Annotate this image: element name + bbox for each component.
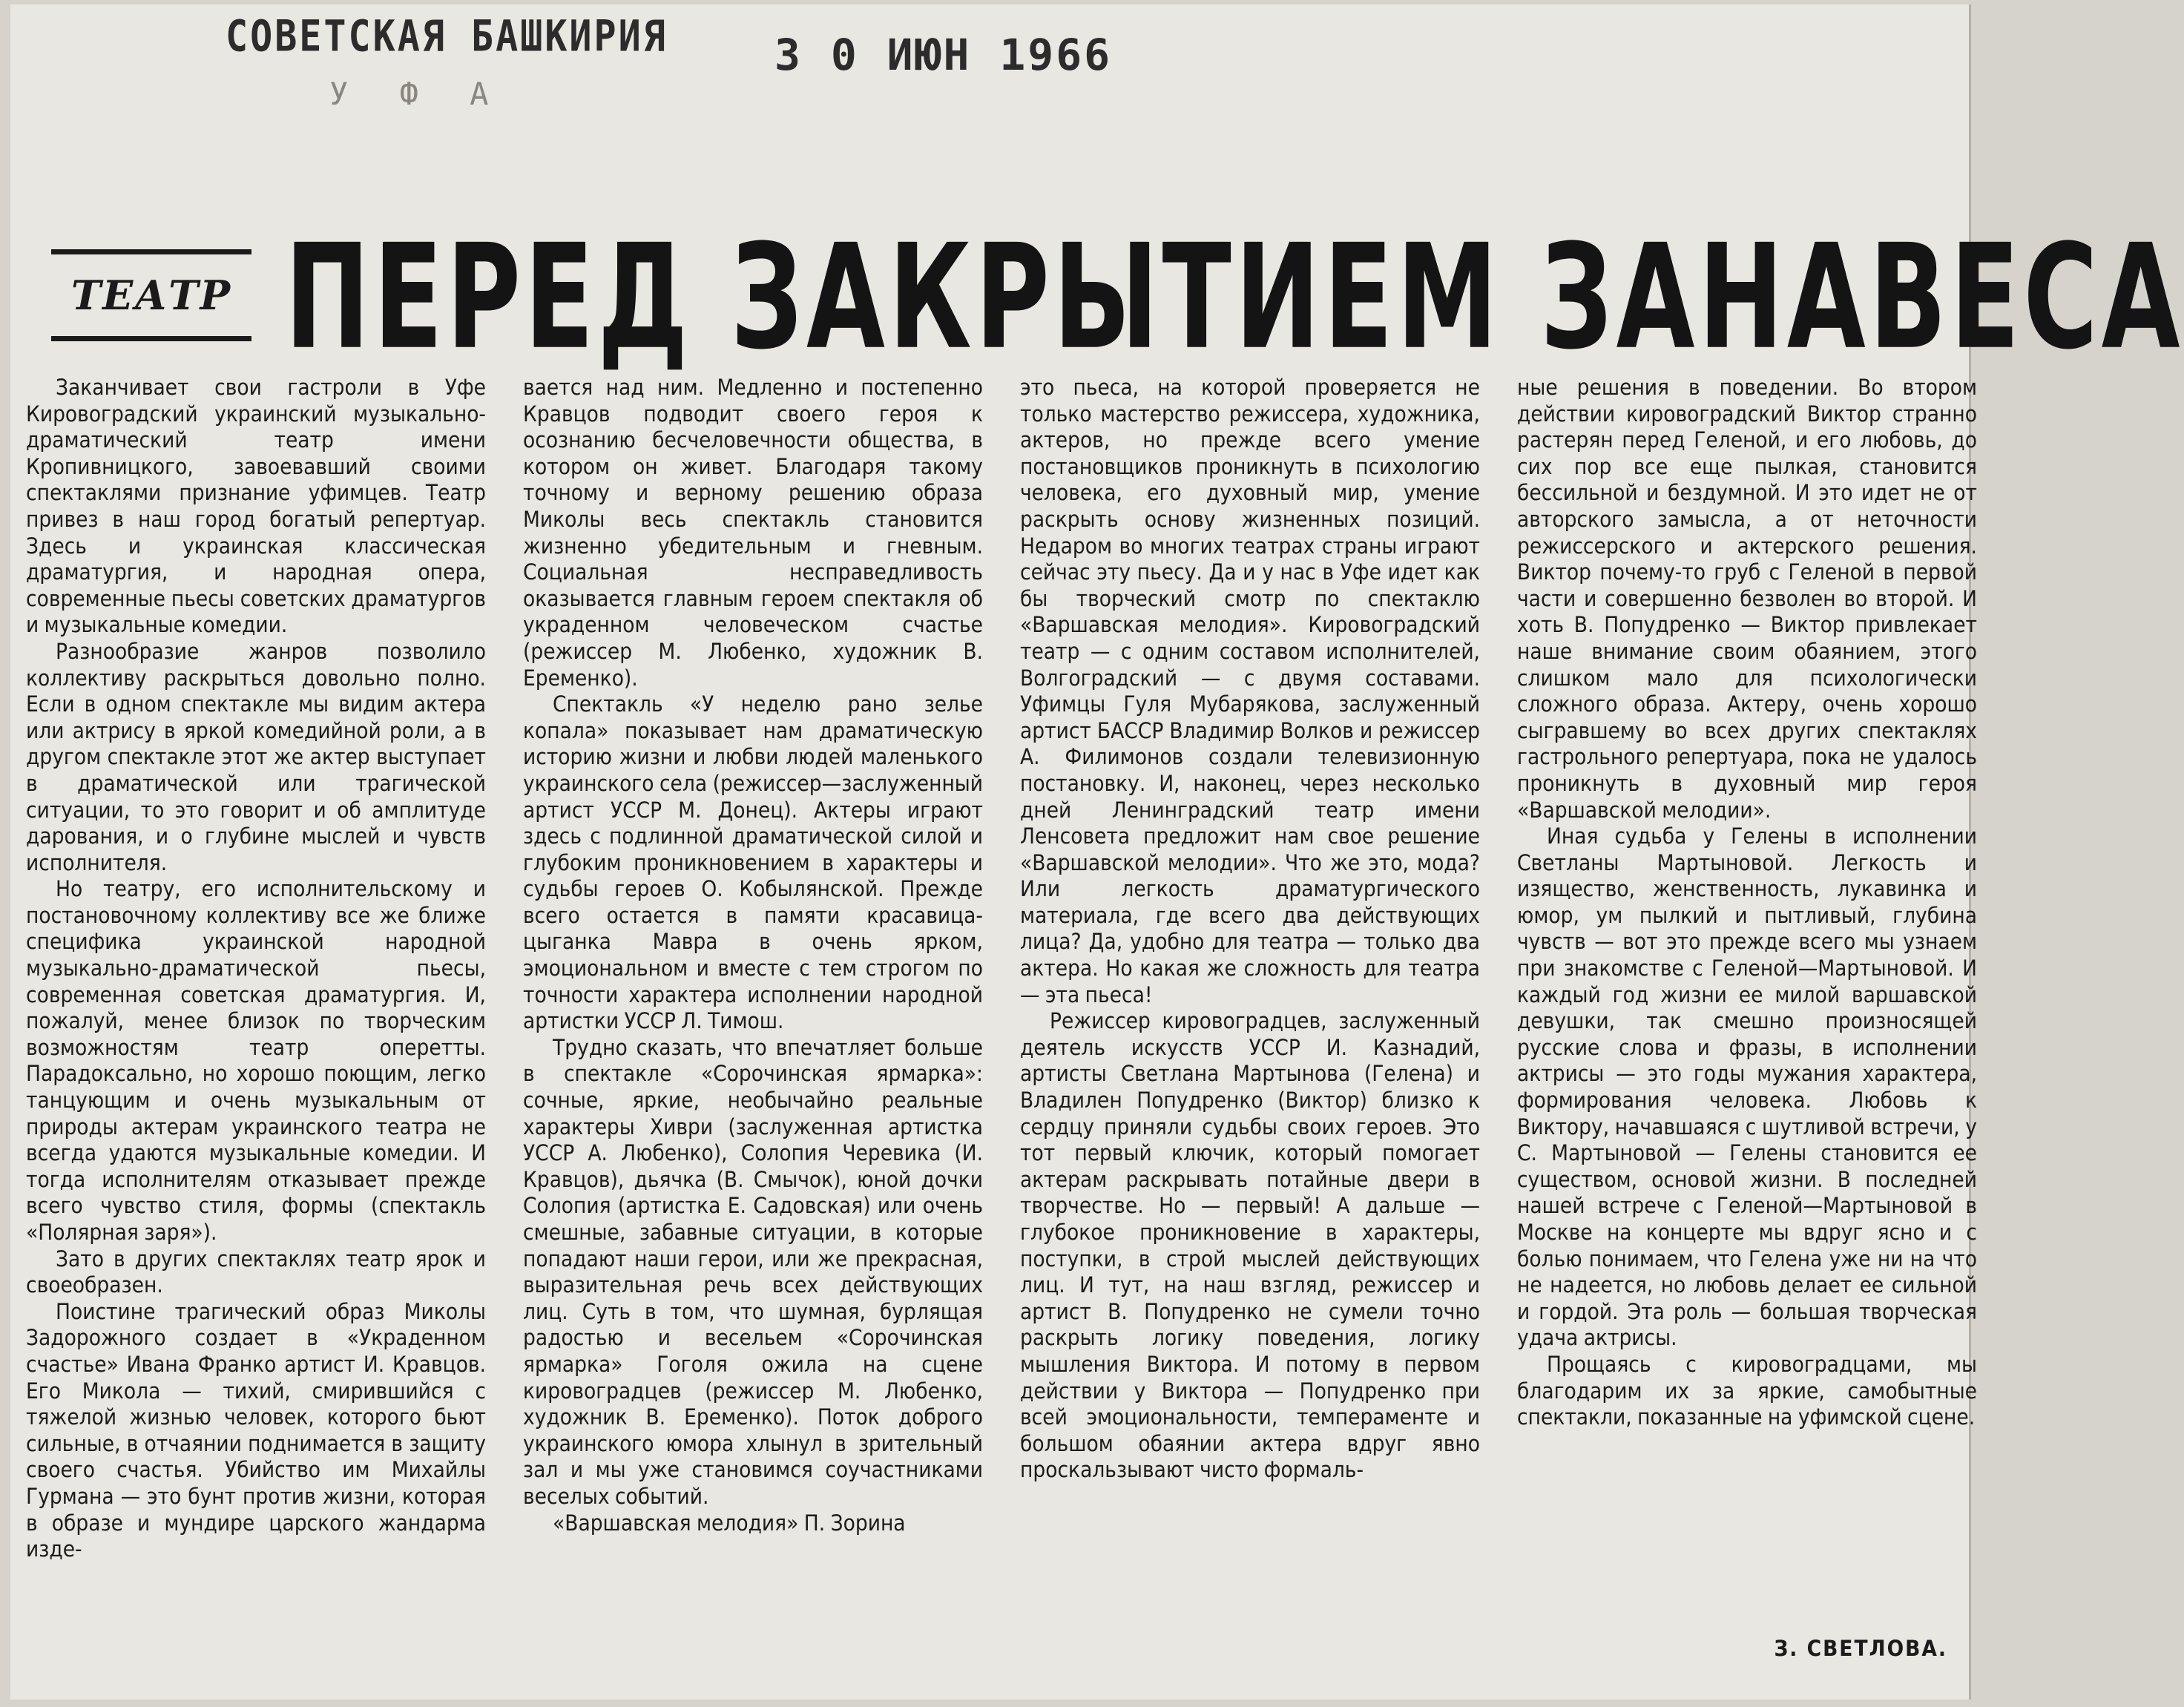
paragraph: «Варшавская мелодия» П. Зорина — [553, 1510, 906, 1536]
paragraph: Заканчивает свои гастроли в Уфе Кировоградский украинский музыкально-драматический театр имени Кропивницкого, завоевавший своими спектаклями признание уфимцев. Театр привез в наш город богатый репертуар. Здесь и украинская классическая драматургия, и народная опера, современные пьесы советских драматургов и музыкальные комедии. — [26, 375, 486, 638]
paragraph: ные решения в поведении. Во втором действии кировоградский Виктор странно растерян перед Геленой, и его любовь, до сих пор все еще пылкая, становится бессильной и бездумной. И это идет не от авторского замысла, а от неточности режиссерского и актерского решения. Виктор почему-то груб с Геленой в первой части и совершенно безволен во второй. И хоть В. Попудренко — Виктор привлекает наше внимание своим обаянием, этого слишком мало для психологически сложного образа. Актеру, очень хорошо сыгравшему во всех других спектаклях гастрольного репертуара, пока не удалось проникнуть в духовный мир героя «Варшавской мелодии». — [1517, 375, 1977, 823]
article-headline: ПЕРЕД ЗАКРЫТИЕМ ЗАНАВЕСА — [285, 213, 2184, 381]
article-column-3 — [1020, 375, 1480, 1484]
paragraph: Но театру, его исполнительскому и постановочному коллективу все же ближе специфика украинской народной музыкально-драматической пьесы, современная советская драматургия. И, пожалуй, менее близок по творческим возможностям театр оперетты. Парадоксально, но хорошо поющим, легко танцующим и очень музыкальным от природы актерам украинского театра не всегда удаются музыкальные комедии. И тогда исполнителям отказывает прежде всего чувство стиля, формы (спектакль «Полярная заря»). — [26, 876, 486, 1245]
paragraph: это пьеса, на которой проверяется не только мастерство режиссера, художника, актеров, но прежде всего умение постановщиков проникнуть в психологию человека, его духовный мир, умение раскрыть основу жизненных позиций. Недаром во многих театрах страны играют сейчас эту пьесу. Да и у нас в Уфе идет как бы творческий смотр по спектаклю «Варшавская мелодия». Кировоградский театр — с одним составом исполнителей, Волгоградский — с двумя составами. Уфимцы Гуля Мубарякова, заслуженный артист БАССР Владимир Волков и режиссер А. Филимонов создали телевизионную постановку. И, наконец, через несколько дней Ленинградский театр имени Ленсовета предложит нам свое решение «Варшавской мелодии». Что же это, мода? Или легкость драматургического материала, где всего два действующих лица? Да, удобно для театра — только два актера. Но какая же сложность для театра — эта пьеса! — [1020, 375, 1480, 1007]
newspaper-name-stamp: СОВЕТСКАЯ БАШКИРИЯ — [226, 11, 668, 62]
paragraph: Прощаясь с кировоградцами, мы благодарим их за яркие, самобытные спектакли, показанные на уфимской сцене. — [1517, 1351, 1977, 1430]
paragraph: Разнообразие жанров позволило коллективу раскрыться довольно полно. Если в одном спектакле мы видим актера или актрису в яркой комедийной роли, а в другом спектакле этот же актер выступает в драматической или трагической ситуации, то это говорит и об амплитуде дарования, и о глубине мыслей и чувств исполнителя. — [26, 638, 486, 875]
rubric-label: ТЕАТР — [70, 272, 232, 319]
date-stamp: 3 0 ИЮН 1966 — [774, 30, 1113, 80]
paragraph: Зато в других спектаклях театр ярок и своеобразен. — [26, 1246, 486, 1298]
paragraph: вается над ним. Медленно и постепенно Кравцов подводит своего героя к осознанию бесчеловечности общества, в котором он живет. Благодаря такому точному и верному решению образа Миколы весь спектакль становится жизненно убедительным и гневным. Социальная несправедливость оказывается главным героем спектакля об украденном человеческом счастье (режиссер М. Любенко, художник В. Еременко). — [523, 375, 983, 691]
paragraph: Поистине трагический образ Миколы Задорожного создает в «Украденном счастье» Ивана Франко артист И. Кравцов. Его Микола — тихий, смирившийся с тяжелой жизнью человек, которого бьют сильные, в отчаянии поднимается в защиту своего счастья. Убийство им Михайлы Гурмана — это бунт против жизни, которая в образе и мундире царского жандарма изде- — [26, 1298, 486, 1562]
paragraph: Иная судьба у Гелены в исполнении Светланы Мартыновой. Легкость и изящество, женственность, лукавинка и юмор, ум пылкий и пытливый, глубина чувств — вот это прежде всего мы узнаем при знакомстве с Геленой—Мартыновой. И каждый год жизни ее милой варшавской девушки, так смешно произносящей русские слова и фразы, в исполнении актрисы — это годы мужания характера, формирования человека. Любовь к Виктору, начавшаяся с шутливой встречи, у С. Мартыновой — Гелены становится ее существом, основой жизни. В последней нашей встрече с Геленой—Мартыновой в Москве на концерте мы вдруг ясно и с болью понимаем, что Гелена уже ни на что не надеется, но любовь делает ее сильной и гордой. Эта роль — большая творческая удача актрисы. — [1517, 823, 1977, 1351]
paragraph: Спектакль «У неделю рано зелье копала» показывает нам драматическую историю жизни и любви людей маленького украинского села (режиссер—заслуженный артист УССР М. Донец). Актеры играют здесь с подлинной драматической силой и глубоким проникновением в характеры и судьбы героев О. Кобылянской. Прежде всего остается в памяти красавица-цыганка Мавра в очень ярком, эмоциональном и вместе с тем строгом по точности характера исполнении народной артистки УССР Л. Тимош. — [523, 691, 983, 1034]
article-body — [26, 375, 1977, 1703]
article-column-4 — [1517, 375, 1977, 1431]
paragraph: Трудно сказать, что впечатляет больше в спектакле «Сорочинская ярмарка»: сочные, яркие, необычайно реальные характеры Хиври (заслуженная артистка УССР А. Любенко), Солопия Черевика (И. Кравцов), дьячка (В. Смычок), юной дочки Солопия (артистка Е. Садовская) или очень смешные, забавные ситуации, в которые попадают наши герои, или же прекрасная, выразительная речь всех действующих лиц. Суть в том, что шумная, бурлящая радостью и весельем «Сорочинская ярмарка» Гоголя ожила на сцене кировоградцев (режиссер М. Любенко, художник В. Еременко). Поток доброго украинского юмора хлынул в зрительный зал и мы уже становимся соучастниками веселых событий. — [523, 1034, 983, 1509]
paragraph: Режиссер кировоградцев, заслуженный деятель искусств УССР И. Казнадий, артисты Светлана Мартынова (Гелена) и Владилен Попудренко (Виктор) близко к сердцу приняли судьбы своих героев. Это тот первый ключик, который помогает актерам раскрывать потайные двери в творчестве. Но — первый! А дальше — глубокое проникновение в характеры, поступки, в строй мыслей действующих лиц. И тут, на наш взгляд, режиссер и артист В. Попудренко не сумели точно раскрыть логику поведения, логику мышления Виктора. И потому в первом действии у Виктора — Попудренко при всей эмоциональности, темпераменте и большом обаянии актера вдруг явно проскальзывают чисто формаль- — [1020, 1008, 1480, 1483]
rubric-box — [51, 249, 251, 341]
city-stamp: У Ф А — [329, 76, 505, 112]
article-column-1 — [26, 375, 486, 1563]
article-column-2 — [523, 375, 983, 1536]
author-signature: З. СВЕТЛОВА. — [1774, 1636, 1947, 1661]
